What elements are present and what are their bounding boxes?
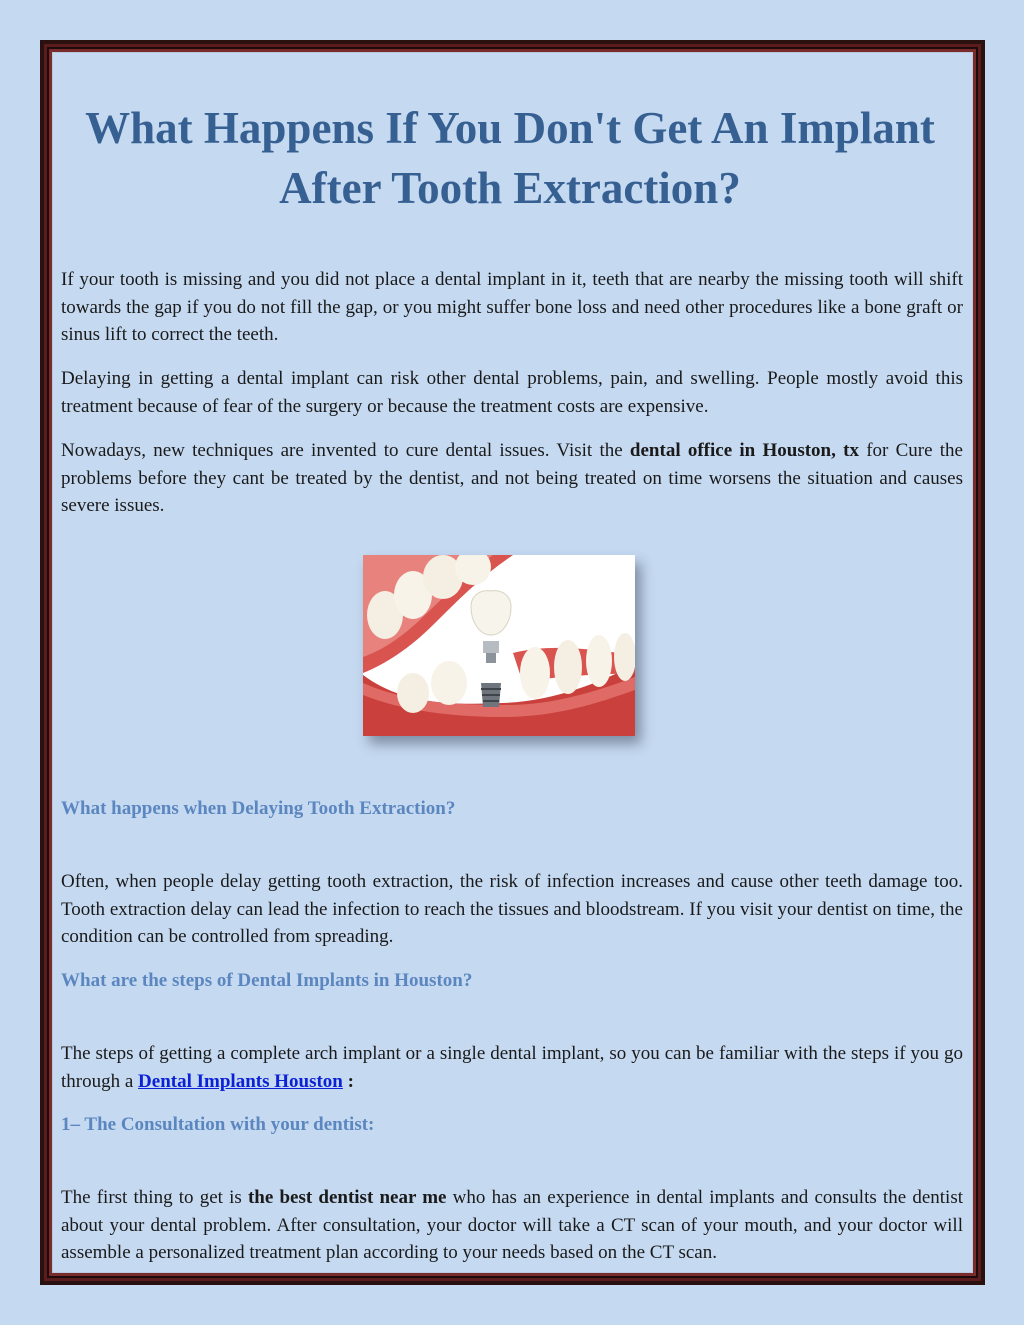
- paragraph-new-techniques: [61, 437, 963, 520]
- paragraph-steps-intro: [61, 1040, 963, 1095]
- paragraph-text: for Cure the problems before they cant be treated by the dentist, and not being treated on time worsens the situation and causes severe issues.: [61, 440, 963, 517]
- heading-implant-steps: What are the steps of Dental Implants in Houston?: [61, 970, 473, 991]
- heading-delaying-extraction: What happens when Delaying Tooth Extraction?: [61, 798, 456, 819]
- dental-implant-image: [363, 555, 635, 736]
- paragraph-delaying-implant: Delaying in getting a dental implant can risk other dental problems, pain, and swelling. People mostly avoid this treatment because of fear of the surgery or because the treatment costs are expensive.: [61, 368, 963, 417]
- paragraph-text: The first thing to get is: [61, 1187, 248, 1208]
- paragraph-text: Nowadays, new techniques are invented to cure dental issues. Visit the: [61, 440, 630, 461]
- paragraph-consultation: [61, 1184, 963, 1267]
- bold-best-dentist: the best dentist near me: [247, 1187, 447, 1208]
- bold-dental-office: dental office in Houston, tx: [629, 440, 859, 461]
- heading-consultation: 1– The Consultation with your dentist:: [61, 1114, 375, 1135]
- paragraph-text: who has an experience in dental implants and consults the dentist about your dental problem. After consultation, your doctor will take a CT scan of your mouth, and your doctor will assemble a personalized treatment plan according to your needs based on the CT scan.: [61, 1187, 963, 1264]
- paragraph-text: The steps of getting a complete arch implant or a single dental implant, so you can be familiar with the steps if you go through a: [61, 1043, 963, 1092]
- page-title: What Happens If You Don't Get An Implant After Tooth Extraction?: [85, 103, 935, 213]
- paragraph-delay-risks: Often, when people delay getting tooth extraction, the risk of infection increases and cause other teeth damage too. Tooth extraction delay can lead the infection to reach the tissues and bloodstream. If you visit your dentist on time, the condition can be controlled from spreading.: [61, 871, 963, 948]
- colon-text: :: [342, 1070, 354, 1092]
- paragraph-missing-tooth: If your tooth is missing and you did not place a dental implant in it, teeth that are nearby the missing tooth will shift towards the gap if you do not fill the gap, or you might suffer bone loss and need other procedures like a bone graft or sinus lift to correct the teeth.: [61, 269, 963, 346]
- dental-implants-houston-link[interactable]: Dental Implants Houston: [138, 1070, 343, 1092]
- dental-implant-illustration: [363, 555, 635, 736]
